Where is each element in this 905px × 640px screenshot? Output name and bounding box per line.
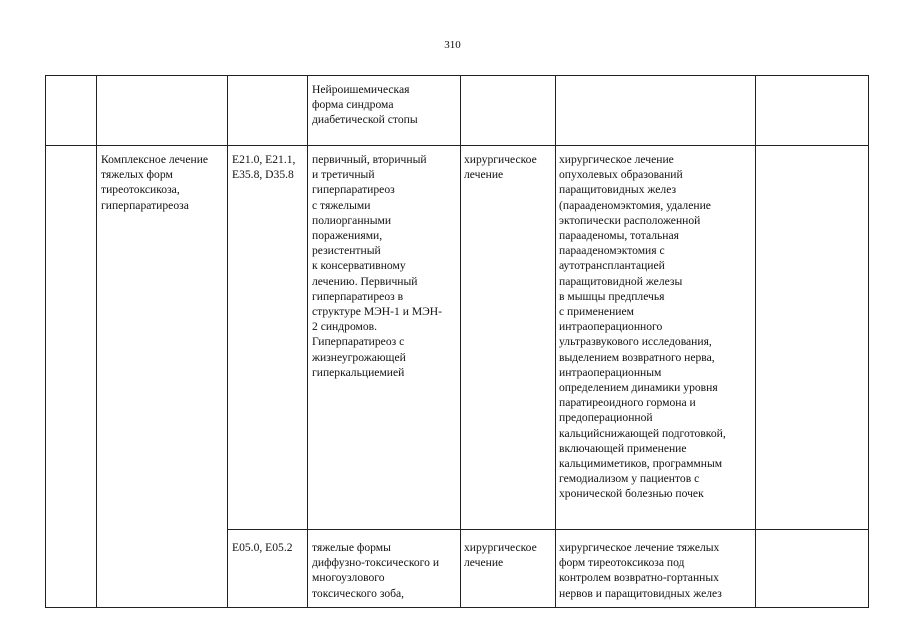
table-cell-treatment-type: хирургическое лечение	[464, 541, 537, 570]
table-cell-treatment-method: хирургическое лечение тяжелых форм тиреотоксикоза под контролем возвратно-гортанных нервов и паращитовидных желез	[559, 541, 722, 600]
table-cell-icd-codes: E05.0, E05.2	[232, 541, 293, 554]
table-bottom-border	[45, 607, 869, 608]
table-subrow-divider	[227, 529, 869, 530]
table-cell-treatment-name: Комплексное лечение тяжелых форм тиреотоксикоза, гиперпаратиреоза	[101, 153, 209, 212]
table-cell-treatment-method: хирургическое лечение опухолевых образований паращитовидных желез (парааденомэктомия, удаление эктопически расположенной парааденомы, тотальная парааденомэктомия с аутотрансплантацией паращитовидной железы в мышцы предплечья с применением интраоперационного ультразвукового исследования, выделением возвратного нерва, интраоперационным определением динамики уровня паратиреоидного гормона и предоперационной кальцийснижающей подготовкой, включающей применение кальцимиметиков, программным гемодиализом у пациентов с хронической болезнью почек	[559, 153, 726, 501]
table-cell-icd-codes: E21.0, E21.1, E35.8, D35.8	[232, 153, 296, 182]
table-cell-condition: первичный, вторичный и третичный гиперпаратиреоз с тяжелыми полиорганными поражениями, резистентный к консервативному лечению. Первичный гиперпаратиреоз в структуре МЭН-1 и МЭН- 2 синдромов. Гиперпаратиреоз с жизнеугрожающей гиперкальциемией	[312, 153, 443, 379]
table-column-divider	[227, 75, 228, 607]
table-top-border	[45, 75, 869, 76]
table-left-border	[45, 75, 46, 607]
table-column-divider	[460, 75, 461, 607]
table-row-divider	[45, 145, 869, 146]
table-column-divider	[555, 75, 556, 607]
table-cell-condition: Нейроишемическая форма синдрома диабетической стопы	[312, 83, 418, 127]
page-number: 310	[444, 39, 461, 51]
table-column-divider	[755, 75, 756, 607]
table-cell-treatment-type: хирургическое лечение	[464, 153, 537, 182]
table-column-divider	[96, 75, 97, 607]
table-cell-condition: тяжелые формы диффузно-токсического и многоузлового токсического зоба,	[312, 541, 440, 600]
table-column-divider	[307, 75, 308, 607]
table-right-border	[868, 75, 869, 607]
